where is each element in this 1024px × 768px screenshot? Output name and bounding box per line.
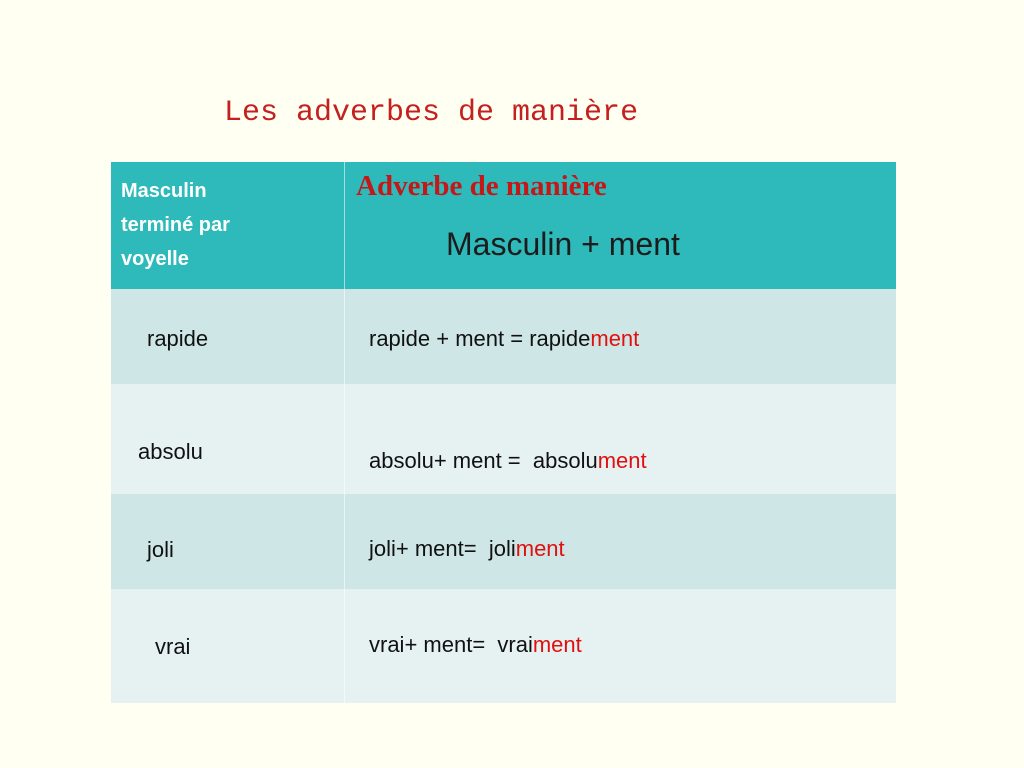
formula-cell [344,494,896,589]
formula-cell [344,384,896,494]
word-cell [111,384,344,494]
header-cell-adverbe [344,162,896,289]
word-cell [111,289,344,384]
formula-suffix: ment [515,536,565,561]
formula-prefix: absolu+ ment = absolu [369,448,598,473]
header-title-adverbe: Adverbe de manière [356,170,607,202]
formula-text [369,536,565,562]
word-text: absolu [138,439,203,464]
formula-suffix: ment [597,448,647,473]
header-label-line: voyelle [121,248,189,270]
header-label-line: Masculin [121,180,207,202]
slide-title: Les adverbes de manière [224,96,639,130]
formula-prefix: rapide + ment = rapide [369,326,591,351]
column-divider [344,384,345,494]
table-row [111,589,896,703]
adverb-table [111,162,896,703]
table-header-row [111,162,896,289]
formula-suffix: ment [532,632,582,657]
word-cell [111,494,344,589]
formula-cell [344,289,896,384]
table-row [111,289,896,384]
word-cell [111,589,344,703]
table-row [111,494,896,589]
column-divider [344,589,345,703]
formula-text [369,632,582,658]
formula-text [369,448,647,474]
header-label-masculin [121,174,321,276]
header-rule: Masculin + ment [446,226,680,262]
formula-suffix: ment [590,326,640,351]
word-text: joli [147,537,174,562]
word-text: rapide [147,326,209,351]
header-cell-masculin [111,162,344,289]
formula-cell [344,589,896,703]
word-text: vrai [155,634,191,659]
header-label-line: terminé par [121,214,230,236]
formula-prefix: joli+ ment= joli [369,536,516,561]
column-divider [344,162,345,289]
column-divider [344,289,345,384]
table-row [111,384,896,494]
formula-text [369,326,639,352]
formula-prefix: vrai+ ment= vrai [369,632,533,657]
column-divider [344,494,345,589]
